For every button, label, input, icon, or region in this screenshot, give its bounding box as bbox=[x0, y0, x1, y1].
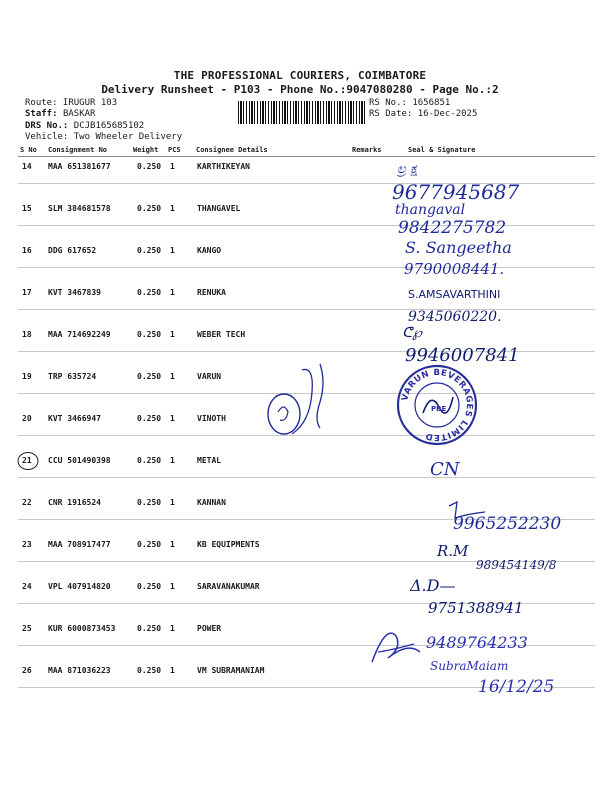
row-consignee: SARAVANAKUMAR bbox=[197, 582, 260, 591]
circle-mark-21 bbox=[17, 451, 39, 471]
table-row bbox=[0, 330, 600, 344]
company-seal-stamp bbox=[395, 363, 479, 447]
row-sno: 18 bbox=[22, 330, 32, 339]
handwriting-signature-25 bbox=[368, 622, 424, 668]
row-pcs: 1 bbox=[170, 456, 175, 465]
col-header-remarks: Remarks bbox=[352, 146, 382, 154]
col-header-pcs: PCS bbox=[168, 146, 181, 154]
drs-number: DCJB165685102 bbox=[73, 121, 145, 131]
handwritten-phone-22: 9965252230 bbox=[453, 514, 562, 534]
row-sno: 16 bbox=[22, 246, 32, 255]
handwritten-name-16: S. Sangeetha bbox=[405, 238, 512, 257]
table-row bbox=[0, 498, 600, 512]
handwritten-name-26: SubraMaiam bbox=[430, 659, 509, 673]
row-sno: 15 bbox=[22, 204, 32, 213]
row-consignee: KB EQUIPMENTS bbox=[197, 540, 260, 549]
row-sno: 25 bbox=[22, 624, 32, 633]
table-row bbox=[0, 204, 600, 218]
handwriting-signature-24: Δ.D— bbox=[410, 576, 456, 595]
row-consignee: POWER bbox=[197, 624, 222, 633]
row-weight: 0.250 bbox=[137, 540, 162, 549]
row-sno: 17 bbox=[22, 288, 32, 297]
row-weight: 0.250 bbox=[137, 162, 162, 171]
row-weight: 0.250 bbox=[137, 624, 162, 633]
col-header-seal: Seal & Signature bbox=[408, 146, 476, 154]
row-consignee: VINOTH bbox=[197, 414, 226, 423]
handwriting-signature-18: ᕦ℘ bbox=[402, 325, 422, 341]
row-pcs: 1 bbox=[170, 288, 175, 297]
row-weight: 0.250 bbox=[137, 204, 162, 213]
row-consignee: VM SUBRAMANIAM bbox=[197, 666, 265, 675]
row-sno: 24 bbox=[22, 582, 32, 591]
row-weight: 0.250 bbox=[137, 246, 162, 255]
row-consignee: KANGO bbox=[197, 246, 222, 255]
table-row bbox=[0, 456, 600, 470]
row-consignment-no: MAA 871036223 bbox=[48, 666, 111, 675]
row-sno: 14 bbox=[22, 162, 32, 171]
row-consignment-no: MAA 651381677 bbox=[48, 162, 111, 171]
handwritten-date-26: 16/12/25 bbox=[478, 677, 555, 697]
handwritten-name-17: S.AMSAVARTHINI bbox=[408, 288, 501, 301]
row-pcs: 1 bbox=[170, 540, 175, 549]
row-consignee: WEBER TECH bbox=[197, 330, 246, 339]
col-header-consignee: Consignee Details bbox=[196, 146, 268, 154]
row-sno: 22 bbox=[22, 498, 32, 507]
seal-text: VARUN BEVERAGES LIMITED bbox=[400, 367, 475, 443]
row-divider bbox=[18, 477, 595, 478]
row-pcs: 1 bbox=[170, 582, 175, 591]
row-consignment-no: DDG 617652 bbox=[48, 246, 97, 255]
row-consignee: RENUKA bbox=[197, 288, 226, 297]
row-consignment-no: TRP 635724 bbox=[48, 372, 97, 381]
handwritten-phone-18: 9946007841 bbox=[405, 345, 520, 366]
handwriting-scribble-14: ಲ್ರ ಕ್ಷ bbox=[397, 162, 418, 177]
handwritten-phone-16: 9790008441. bbox=[404, 260, 505, 278]
row-consignment-no: MAA 714692249 bbox=[48, 330, 111, 339]
row-divider bbox=[18, 225, 595, 226]
table-row bbox=[0, 162, 600, 176]
row-weight: 0.250 bbox=[137, 414, 162, 423]
row-weight: 0.250 bbox=[137, 372, 162, 381]
handwritten-phone-25: 9489764233 bbox=[426, 633, 528, 652]
row-weight: 0.250 bbox=[137, 582, 162, 591]
row-sno: 23 bbox=[22, 540, 32, 549]
row-sno: 20 bbox=[22, 414, 32, 423]
row-consignee: THANGAVEL bbox=[197, 204, 241, 213]
handwritten-phone-23: 989454149/8 bbox=[476, 558, 557, 572]
row-consignment-no: SLM 384681578 bbox=[48, 204, 111, 213]
handwritten-phone-15: 9842275782 bbox=[398, 218, 507, 238]
row-consignee: KANNAN bbox=[197, 498, 226, 507]
handwritten-phone-17: 9345060220. bbox=[408, 309, 502, 325]
row-consignment-no: CNR 1916524 bbox=[48, 498, 101, 507]
handwritten-phone-14: 9677945687 bbox=[392, 180, 520, 204]
col-header-sno: S No bbox=[20, 146, 37, 154]
handwritten-phone-24: 9751388941 bbox=[428, 599, 524, 617]
svg-text:PBE: PBE bbox=[431, 405, 447, 413]
row-consignment-no: VPL 407914820 bbox=[48, 582, 111, 591]
row-pcs: 1 bbox=[170, 498, 175, 507]
staff-line bbox=[25, 109, 95, 120]
handwriting-signature-23: R.M bbox=[437, 542, 469, 560]
row-pcs: 1 bbox=[170, 204, 175, 213]
route-text: Route: IRUGUR 103 bbox=[25, 98, 118, 108]
row-consignment-no: CCU 501490398 bbox=[48, 456, 111, 465]
row-weight: 0.250 bbox=[137, 498, 162, 507]
row-consignee: KARTHIKEYAN bbox=[197, 162, 250, 171]
staff-name: BASKAR bbox=[62, 109, 96, 119]
row-pcs: 1 bbox=[170, 372, 175, 381]
col-header-weight: Weight bbox=[133, 146, 159, 154]
row-consignee: METAL bbox=[197, 456, 222, 465]
row-divider bbox=[18, 309, 595, 310]
header-divider bbox=[18, 156, 595, 157]
runsheet-title: Delivery Runsheet - P103 - Phone No.:9047080280 - Page No.:2 bbox=[101, 83, 499, 96]
row-consignee: VARUN bbox=[197, 372, 222, 381]
row-sno: 21 bbox=[22, 456, 32, 465]
row-weight: 0.250 bbox=[137, 288, 162, 297]
drs-label: DRS No.: bbox=[25, 121, 69, 131]
drs-line bbox=[25, 121, 144, 132]
row-pcs: 1 bbox=[170, 666, 175, 675]
rs-date: RS Date: 16-Dec-2025 bbox=[369, 109, 478, 119]
handwritten-mark-21: CN bbox=[430, 459, 460, 480]
row-consignment-no: KUR 6000873453 bbox=[48, 624, 116, 633]
company-name: THE PROFESSIONAL COURIERS, COIMBATORE bbox=[173, 69, 427, 82]
col-header-consignment: Consignment No bbox=[48, 146, 108, 154]
table-row bbox=[0, 288, 600, 302]
row-pcs: 1 bbox=[170, 162, 175, 171]
row-weight: 0.250 bbox=[137, 666, 162, 675]
handwritten-name-15: thangaval bbox=[395, 202, 466, 218]
row-sno: 26 bbox=[22, 666, 32, 675]
row-divider bbox=[18, 267, 595, 268]
table-row bbox=[0, 540, 600, 554]
row-weight: 0.250 bbox=[137, 456, 162, 465]
row-consignment-no: KVT 3466947 bbox=[48, 414, 101, 423]
row-pcs: 1 bbox=[170, 624, 175, 633]
table-row bbox=[0, 582, 600, 596]
row-consignment-no: MAA 708917477 bbox=[48, 540, 111, 549]
vehicle-text: Vehicle: Two Wheeler Delivery bbox=[25, 132, 183, 142]
row-sno: 19 bbox=[22, 372, 32, 381]
rs-number: RS No.: 1656851 bbox=[369, 98, 451, 108]
row-pcs: 1 bbox=[170, 246, 175, 255]
barcode bbox=[238, 101, 365, 124]
row-pcs: 1 bbox=[170, 330, 175, 339]
row-weight: 0.250 bbox=[137, 330, 162, 339]
row-consignment-no: KVT 3467839 bbox=[48, 288, 101, 297]
handwriting-signature-19 bbox=[262, 362, 332, 442]
staff-label: Staff: bbox=[25, 109, 58, 119]
row-pcs: 1 bbox=[170, 414, 175, 423]
